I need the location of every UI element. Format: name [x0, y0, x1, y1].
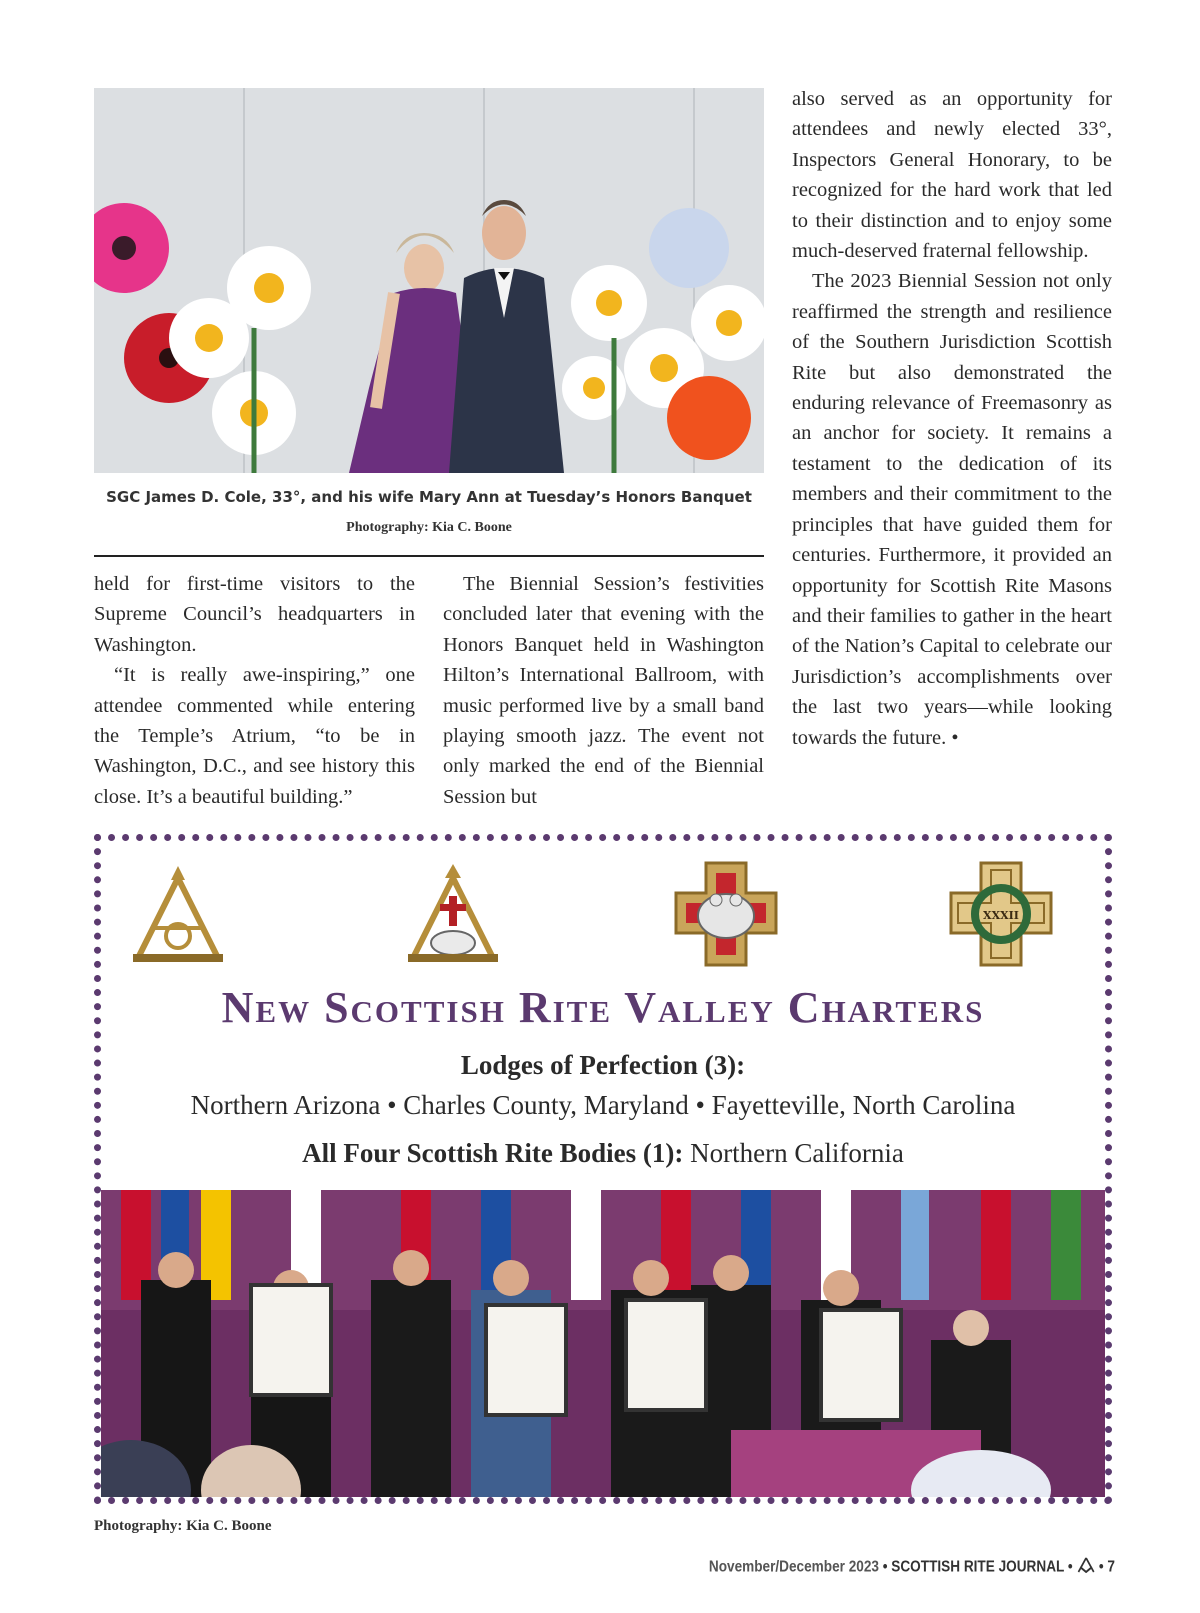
page-footer [677, 1557, 1115, 1578]
bodies-value: Northern California [683, 1138, 904, 1168]
separator-dot: • [882, 1558, 892, 1576]
kadosh-eagle-icon [671, 858, 781, 970]
article-column-3 [792, 84, 1112, 753]
photo-credit: Photography: Kia C. Boone [94, 1518, 272, 1534]
bodies-line [94, 1138, 1112, 1169]
lodge-of-perfection-icon [123, 858, 233, 970]
issue-date: November/December 2023 [708, 1558, 879, 1576]
separator-dot: • [1098, 1558, 1108, 1576]
paragraph: also served as an opportunity for attendees and newly elected 33°, Inspectors General Honorary, to be recognized for the hard work that led to their distinction and to enjoy some much-deserved fraternal fellowship. [792, 88, 1112, 263]
paragraph: “It is really awe-inspiring,” one attendee commented while entering the Temple’s Atrium, “to be in Washington, D.C., and see history this close. It’s a beautiful building.” [94, 664, 415, 808]
consistory-xxxii-icon [946, 858, 1056, 970]
lodges-heading: Lodges of Perfection (3): [460, 1050, 746, 1080]
section-divider [94, 555, 764, 557]
rose-croix-icon [398, 858, 508, 970]
box-title: New Scottish Rite Valley Charters [221, 983, 985, 1032]
emblem-label: XXXII [983, 909, 1019, 922]
photo-caption: SGC James D. Cole, 33°, and his wife Mary Ann at Tuesday’s Honors Banquet [106, 488, 752, 506]
compass-square-icon [1076, 1557, 1095, 1578]
photo-credit: Photography: Kia C. Boone [346, 520, 512, 535]
separator-dot: • [1067, 1558, 1077, 1576]
lodges-list: Northern Arizona • Charles County, Maryland • Fayetteville, North Carolina [190, 1090, 1016, 1120]
paragraph: held for first-time visitors to the Supreme Council’s headquarters in Washington. [94, 573, 415, 656]
charter-ceremony-photo [101, 1190, 1105, 1497]
article-column-2 [443, 569, 764, 812]
paragraph: The Biennial Session’s festivities concluded later that evening with the Honors Banquet held in Washington Hilton’s International Ballroom, with music performed live by a small band playing smooth jazz. The event not only marked the end of the Biennial Session but [443, 573, 764, 808]
journal-name: SCOTTISH RITE JOURNAL [891, 1558, 1065, 1576]
honors-banquet-photo [94, 88, 764, 473]
bodies-label: All Four Scottish Rite Bodies (1): [302, 1138, 684, 1168]
paragraph: The 2023 Biennial Session not only reaffirmed the strength and resilience of the Southern Jurisdiction Scottish Rite but also demonstrated the enduring relevance of Freemasonry as an anchor for society. It remains a testament to the dedication of its members and their commitment to the principles that have guided them for centuries. Furthermore, it provided an opportunity for Scottish Rite Masons and their families to gather in the heart of the Nation’s Capital to celebrate our Jurisdiction’s accomplishments over the last two years—while looking towards the future. • [792, 270, 1112, 749]
article-column-1 [94, 569, 415, 812]
page-number: 7 [1107, 1558, 1115, 1576]
